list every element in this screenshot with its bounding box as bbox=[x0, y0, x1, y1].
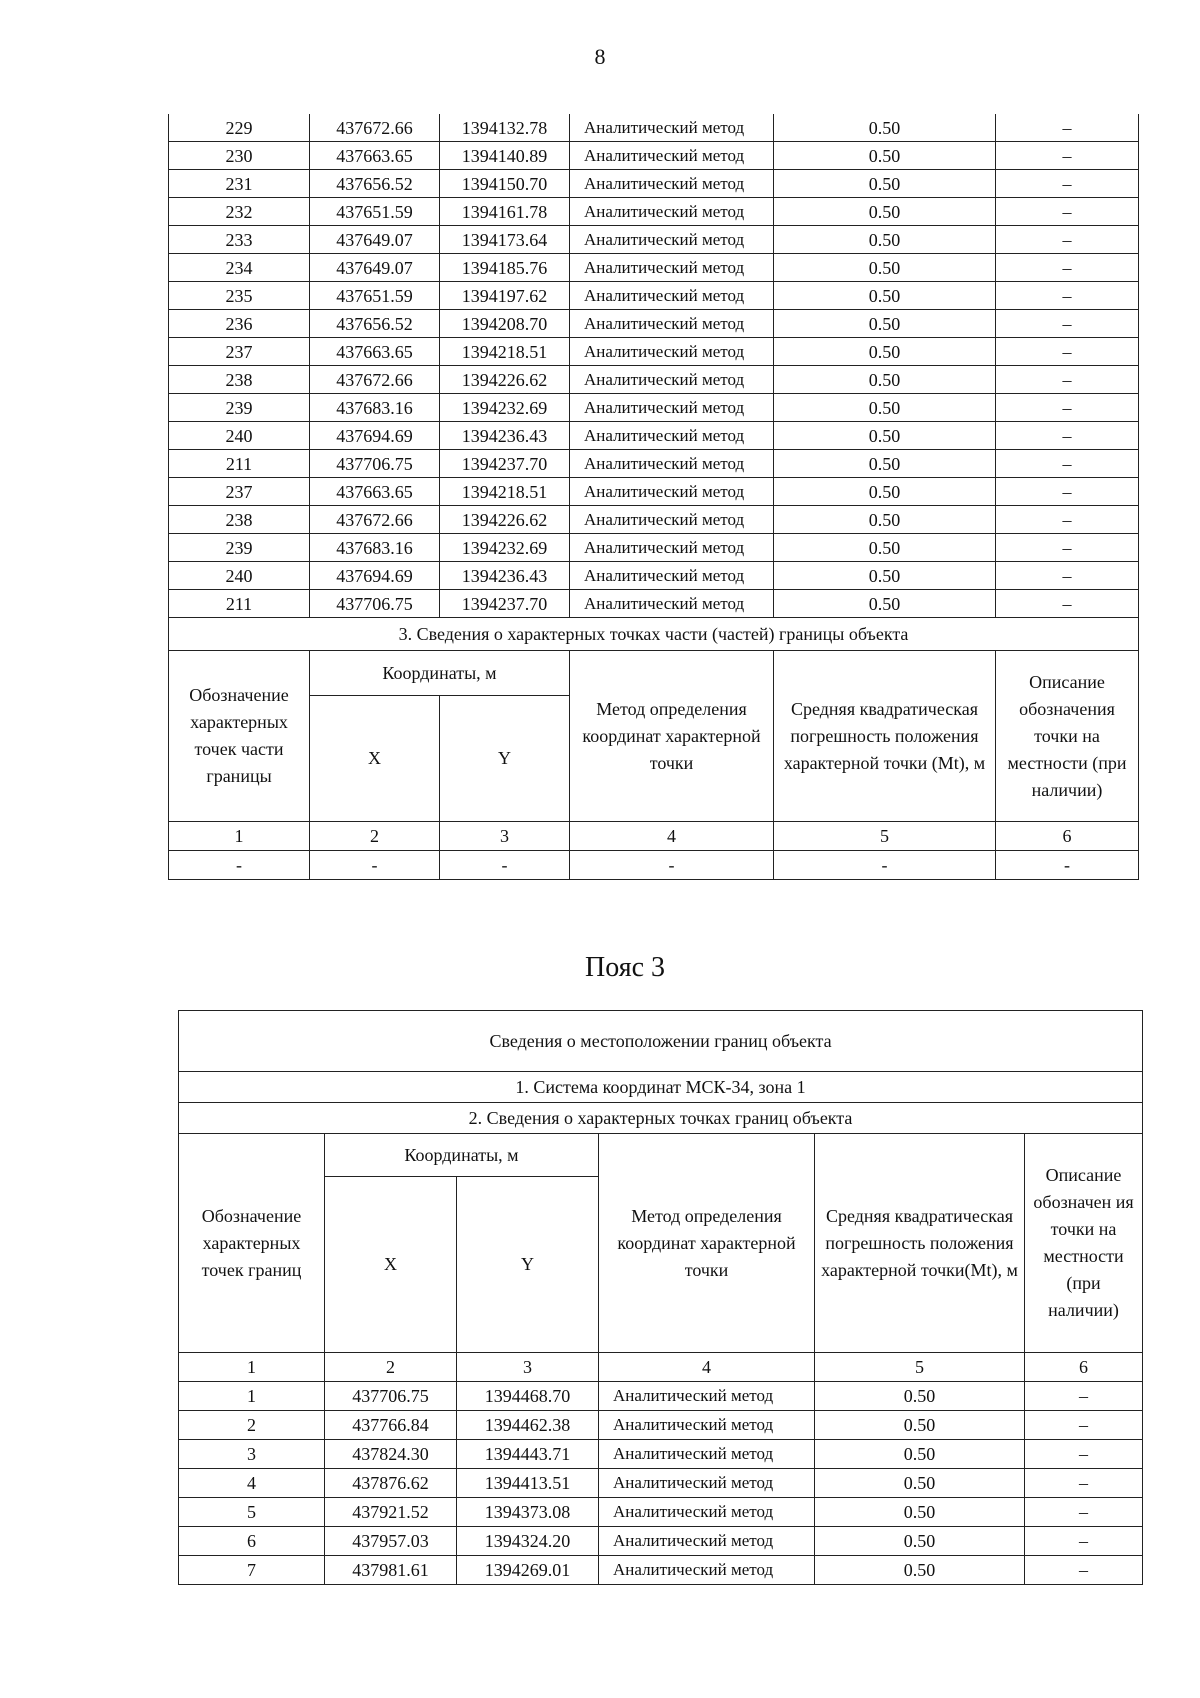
point-number-cell: 6 bbox=[179, 1527, 325, 1556]
x-coordinate-cell: 437651.59 bbox=[310, 282, 440, 310]
x-coordinate-cell: 437766.84 bbox=[325, 1411, 457, 1440]
table-row bbox=[179, 1440, 1143, 1469]
y-coordinate-cell: 1394324.20 bbox=[457, 1527, 599, 1556]
description-cell: – bbox=[1025, 1411, 1143, 1440]
description-cell: – bbox=[996, 366, 1139, 394]
y-coordinate-cell: 1394232.69 bbox=[440, 534, 570, 562]
column-index: 1 bbox=[169, 822, 310, 851]
header-point-designation: Обозначение характерных точек части границы bbox=[169, 651, 310, 822]
point-number-cell: 2 bbox=[179, 1411, 325, 1440]
description-cell: – bbox=[996, 226, 1139, 254]
method-cell: Аналитический метод bbox=[570, 366, 774, 394]
mt-value-cell: 0.50 bbox=[774, 478, 996, 506]
x-coordinate-cell: 437651.59 bbox=[310, 198, 440, 226]
mt-value-cell: 0.50 bbox=[774, 562, 996, 590]
description-cell: – bbox=[1025, 1440, 1143, 1469]
y-coordinate-cell: 1394413.51 bbox=[457, 1469, 599, 1498]
header-mt: Средняя квадратическая погрешность положения характерной точки (Mt), м bbox=[774, 651, 996, 822]
method-cell: Аналитический метод bbox=[570, 534, 774, 562]
point-number-cell: 239 bbox=[169, 534, 310, 562]
x-coordinate-cell: 437706.75 bbox=[310, 590, 440, 618]
description-cell: – bbox=[1025, 1498, 1143, 1527]
table-row bbox=[179, 1556, 1143, 1585]
x-coordinate-cell: 437957.03 bbox=[325, 1527, 457, 1556]
header-x: X bbox=[325, 1177, 457, 1353]
mt-value-cell: 0.50 bbox=[815, 1382, 1025, 1411]
description-cell: – bbox=[996, 198, 1139, 226]
column-index: 3 bbox=[457, 1353, 599, 1382]
table-row bbox=[179, 1498, 1143, 1527]
description-cell: – bbox=[1025, 1527, 1143, 1556]
table-row bbox=[169, 422, 1139, 450]
point-number-cell: 240 bbox=[169, 562, 310, 590]
point-number-cell: 238 bbox=[169, 506, 310, 534]
y-coordinate-cell: 1394197.62 bbox=[440, 282, 570, 310]
empty-cell: - bbox=[570, 851, 774, 880]
table-row bbox=[179, 1411, 1143, 1440]
method-cell: Аналитический метод bbox=[599, 1469, 815, 1498]
x-coordinate-cell: 437663.65 bbox=[310, 478, 440, 506]
mt-value-cell: 0.50 bbox=[774, 282, 996, 310]
belt-title: Пояс 3 bbox=[585, 952, 665, 983]
mt-value-cell: 0.50 bbox=[774, 254, 996, 282]
description-cell: – bbox=[996, 170, 1139, 198]
x-coordinate-cell: 437694.69 bbox=[310, 562, 440, 590]
column-index: 3 bbox=[440, 822, 570, 851]
method-cell: Аналитический метод bbox=[599, 1382, 815, 1411]
column-index: 2 bbox=[325, 1353, 457, 1382]
mt-value-cell: 0.50 bbox=[774, 422, 996, 450]
point-number-cell: 240 bbox=[169, 422, 310, 450]
point-number-cell: 1 bbox=[179, 1382, 325, 1411]
column-index: 2 bbox=[310, 822, 440, 851]
boundary-points-table-continued bbox=[168, 114, 1139, 880]
table-row bbox=[169, 506, 1139, 534]
column-index: 6 bbox=[1025, 1353, 1143, 1382]
method-cell: Аналитический метод bbox=[570, 478, 774, 506]
y-coordinate-cell: 1394269.01 bbox=[457, 1556, 599, 1585]
y-coordinate-cell: 1394237.70 bbox=[440, 450, 570, 478]
section-2-title: 2. Сведения о характерных точках границ объекта bbox=[179, 1103, 1143, 1134]
mt-value-cell: 0.50 bbox=[774, 506, 996, 534]
x-coordinate-cell: 437649.07 bbox=[310, 254, 440, 282]
method-cell: Аналитический метод bbox=[570, 422, 774, 450]
point-number-cell: 233 bbox=[169, 226, 310, 254]
x-coordinate-cell: 437656.52 bbox=[310, 170, 440, 198]
y-coordinate-cell: 1394232.69 bbox=[440, 394, 570, 422]
point-number-cell: 234 bbox=[169, 254, 310, 282]
mt-value-cell: 0.50 bbox=[815, 1556, 1025, 1585]
y-coordinate-cell: 1394150.70 bbox=[440, 170, 570, 198]
belt-3-title: Сведения о местоположении границ объекта bbox=[179, 1011, 1143, 1072]
x-coordinate-cell: 437672.66 bbox=[310, 366, 440, 394]
x-coordinate-cell: 437683.16 bbox=[310, 394, 440, 422]
method-cell: Аналитический метод bbox=[599, 1498, 815, 1527]
mt-value-cell: 0.50 bbox=[815, 1469, 1025, 1498]
header-description: Описание обозначения точки на местности (при наличии) bbox=[996, 651, 1139, 822]
x-coordinate-cell: 437656.52 bbox=[310, 310, 440, 338]
y-coordinate-cell: 1394468.70 bbox=[457, 1382, 599, 1411]
mt-value-cell: 0.50 bbox=[774, 226, 996, 254]
y-coordinate-cell: 1394208.70 bbox=[440, 310, 570, 338]
point-number-cell: 232 bbox=[169, 198, 310, 226]
method-cell: Аналитический метод bbox=[570, 450, 774, 478]
point-number-cell: 237 bbox=[169, 478, 310, 506]
y-coordinate-cell: 1394443.71 bbox=[457, 1440, 599, 1469]
empty-cell: - bbox=[996, 851, 1139, 880]
method-cell: Аналитический метод bbox=[570, 170, 774, 198]
empty-cell: - bbox=[169, 851, 310, 880]
table-row bbox=[179, 1469, 1143, 1498]
y-coordinate-cell: 1394226.62 bbox=[440, 366, 570, 394]
header-method: Метод определения координат характерной точки bbox=[599, 1134, 815, 1353]
method-cell: Аналитический метод bbox=[570, 254, 774, 282]
header-method: Метод определения координат характерной точки bbox=[570, 651, 774, 822]
method-cell: Аналитический метод bbox=[599, 1411, 815, 1440]
description-cell: – bbox=[996, 338, 1139, 366]
method-cell: Аналитический метод bbox=[599, 1527, 815, 1556]
header-y: Y bbox=[457, 1177, 599, 1353]
x-coordinate-cell: 437649.07 bbox=[310, 226, 440, 254]
table-row bbox=[169, 310, 1139, 338]
mt-value-cell: 0.50 bbox=[774, 338, 996, 366]
x-coordinate-cell: 437694.69 bbox=[310, 422, 440, 450]
point-number-cell: 4 bbox=[179, 1469, 325, 1498]
mt-value-cell: 0.50 bbox=[774, 366, 996, 394]
table-row bbox=[169, 450, 1139, 478]
table-row bbox=[179, 1382, 1143, 1411]
description-cell: – bbox=[1025, 1469, 1143, 1498]
description-cell: – bbox=[1025, 1382, 1143, 1411]
description-cell: – bbox=[996, 394, 1139, 422]
y-coordinate-cell: 1394173.64 bbox=[440, 226, 570, 254]
section-3-title: 3. Сведения о характерных точках части (частей) границы объекта bbox=[169, 618, 1139, 651]
mt-value-cell: 0.50 bbox=[774, 590, 996, 618]
y-coordinate-cell: 1394236.43 bbox=[440, 562, 570, 590]
column-index: 6 bbox=[996, 822, 1139, 851]
method-cell: Аналитический метод bbox=[570, 198, 774, 226]
method-cell: Аналитический метод bbox=[570, 114, 774, 142]
method-cell: Аналитический метод bbox=[570, 142, 774, 170]
page-number: 8 bbox=[594, 44, 606, 69]
point-number-cell: 239 bbox=[169, 394, 310, 422]
description-cell: – bbox=[996, 282, 1139, 310]
x-coordinate-cell: 437824.30 bbox=[325, 1440, 457, 1469]
header-point-designation: Обозначение характерных точек границ bbox=[179, 1134, 325, 1353]
y-coordinate-cell: 1394373.08 bbox=[457, 1498, 599, 1527]
y-coordinate-cell: 1394462.38 bbox=[457, 1411, 599, 1440]
y-coordinate-cell: 1394218.51 bbox=[440, 478, 570, 506]
point-number-cell: 230 bbox=[169, 142, 310, 170]
description-cell: – bbox=[996, 254, 1139, 282]
mt-value-cell: 0.50 bbox=[774, 394, 996, 422]
description-cell: – bbox=[996, 506, 1139, 534]
description-cell: – bbox=[996, 478, 1139, 506]
mt-value-cell: 0.50 bbox=[815, 1498, 1025, 1527]
table-row bbox=[169, 366, 1139, 394]
table-row bbox=[169, 478, 1139, 506]
table-row bbox=[169, 142, 1139, 170]
empty-cell: - bbox=[440, 851, 570, 880]
empty-cell: - bbox=[774, 851, 996, 880]
table-row bbox=[169, 338, 1139, 366]
table-row bbox=[169, 590, 1139, 618]
mt-value-cell: 0.50 bbox=[815, 1440, 1025, 1469]
method-cell: Аналитический метод bbox=[570, 310, 774, 338]
mt-value-cell: 0.50 bbox=[774, 170, 996, 198]
table-row bbox=[169, 226, 1139, 254]
header-y: Y bbox=[440, 696, 570, 822]
x-coordinate-cell: 437876.62 bbox=[325, 1469, 457, 1498]
mt-value-cell: 0.50 bbox=[774, 534, 996, 562]
x-coordinate-cell: 437706.75 bbox=[310, 450, 440, 478]
y-coordinate-cell: 1394132.78 bbox=[440, 114, 570, 142]
point-number-cell: 7 bbox=[179, 1556, 325, 1585]
description-cell: – bbox=[996, 114, 1139, 142]
description-cell: – bbox=[996, 590, 1139, 618]
description-cell: – bbox=[996, 562, 1139, 590]
mt-value-cell: 0.50 bbox=[774, 310, 996, 338]
table-row bbox=[169, 534, 1139, 562]
y-coordinate-cell: 1394236.43 bbox=[440, 422, 570, 450]
table-row bbox=[169, 114, 1139, 142]
description-cell: – bbox=[996, 422, 1139, 450]
column-index: 4 bbox=[570, 822, 774, 851]
description-cell: – bbox=[1025, 1556, 1143, 1585]
x-coordinate-cell: 437663.65 bbox=[310, 142, 440, 170]
mt-value-cell: 0.50 bbox=[774, 450, 996, 478]
mt-value-cell: 0.50 bbox=[774, 198, 996, 226]
point-number-cell: 237 bbox=[169, 338, 310, 366]
header-x: X bbox=[310, 696, 440, 822]
y-coordinate-cell: 1394140.89 bbox=[440, 142, 570, 170]
table-row bbox=[179, 1527, 1143, 1556]
table-row bbox=[169, 282, 1139, 310]
column-index: 1 bbox=[179, 1353, 325, 1382]
mt-value-cell: 0.50 bbox=[815, 1411, 1025, 1440]
description-cell: – bbox=[996, 310, 1139, 338]
table-row bbox=[169, 198, 1139, 226]
x-coordinate-cell: 437706.75 bbox=[325, 1382, 457, 1411]
method-cell: Аналитический метод bbox=[570, 506, 774, 534]
y-coordinate-cell: 1394226.62 bbox=[440, 506, 570, 534]
table-row bbox=[169, 254, 1139, 282]
method-cell: Аналитический метод bbox=[570, 590, 774, 618]
mt-value-cell: 0.50 bbox=[774, 142, 996, 170]
x-coordinate-cell: 437672.66 bbox=[310, 114, 440, 142]
y-coordinate-cell: 1394185.76 bbox=[440, 254, 570, 282]
table-row bbox=[169, 170, 1139, 198]
x-coordinate-cell: 437981.61 bbox=[325, 1556, 457, 1585]
table-row bbox=[169, 562, 1139, 590]
method-cell: Аналитический метод bbox=[570, 226, 774, 254]
point-number-cell: 236 bbox=[169, 310, 310, 338]
column-index: 5 bbox=[815, 1353, 1025, 1382]
point-number-cell: 211 bbox=[169, 450, 310, 478]
table-row bbox=[169, 394, 1139, 422]
method-cell: Аналитический метод bbox=[570, 338, 774, 366]
point-number-cell: 3 bbox=[179, 1440, 325, 1469]
column-index: 4 bbox=[599, 1353, 815, 1382]
y-coordinate-cell: 1394161.78 bbox=[440, 198, 570, 226]
x-coordinate-cell: 437672.66 bbox=[310, 506, 440, 534]
header-mt: Средняя квадратическая погрешность положения характерной точки(Mt), м bbox=[815, 1134, 1025, 1353]
y-coordinate-cell: 1394237.70 bbox=[440, 590, 570, 618]
mt-value-cell: 0.50 bbox=[815, 1527, 1025, 1556]
description-cell: – bbox=[996, 450, 1139, 478]
description-cell: – bbox=[996, 142, 1139, 170]
mt-value-cell: 0.50 bbox=[774, 114, 996, 142]
point-number-cell: 238 bbox=[169, 366, 310, 394]
point-number-cell: 211 bbox=[169, 590, 310, 618]
x-coordinate-cell: 437921.52 bbox=[325, 1498, 457, 1527]
belt-3-boundary-table bbox=[178, 1010, 1143, 1585]
x-coordinate-cell: 437663.65 bbox=[310, 338, 440, 366]
coordinate-system: 1. Система координат МСК-34, зона 1 bbox=[179, 1072, 1143, 1103]
method-cell: Аналитический метод bbox=[599, 1556, 815, 1585]
method-cell: Аналитический метод bbox=[599, 1440, 815, 1469]
point-number-cell: 5 bbox=[179, 1498, 325, 1527]
header-coordinates: Координаты, м bbox=[325, 1134, 599, 1177]
method-cell: Аналитический метод bbox=[570, 394, 774, 422]
method-cell: Аналитический метод bbox=[570, 562, 774, 590]
header-description: Описание обозначен ия точки на местности (при наличии) bbox=[1025, 1134, 1143, 1353]
column-index: 5 bbox=[774, 822, 996, 851]
x-coordinate-cell: 437683.16 bbox=[310, 534, 440, 562]
description-cell: – bbox=[996, 534, 1139, 562]
point-number-cell: 229 bbox=[169, 114, 310, 142]
point-number-cell: 231 bbox=[169, 170, 310, 198]
y-coordinate-cell: 1394218.51 bbox=[440, 338, 570, 366]
header-coordinates: Координаты, м bbox=[310, 651, 570, 696]
empty-cell: - bbox=[310, 851, 440, 880]
method-cell: Аналитический метод bbox=[570, 282, 774, 310]
point-number-cell: 235 bbox=[169, 282, 310, 310]
